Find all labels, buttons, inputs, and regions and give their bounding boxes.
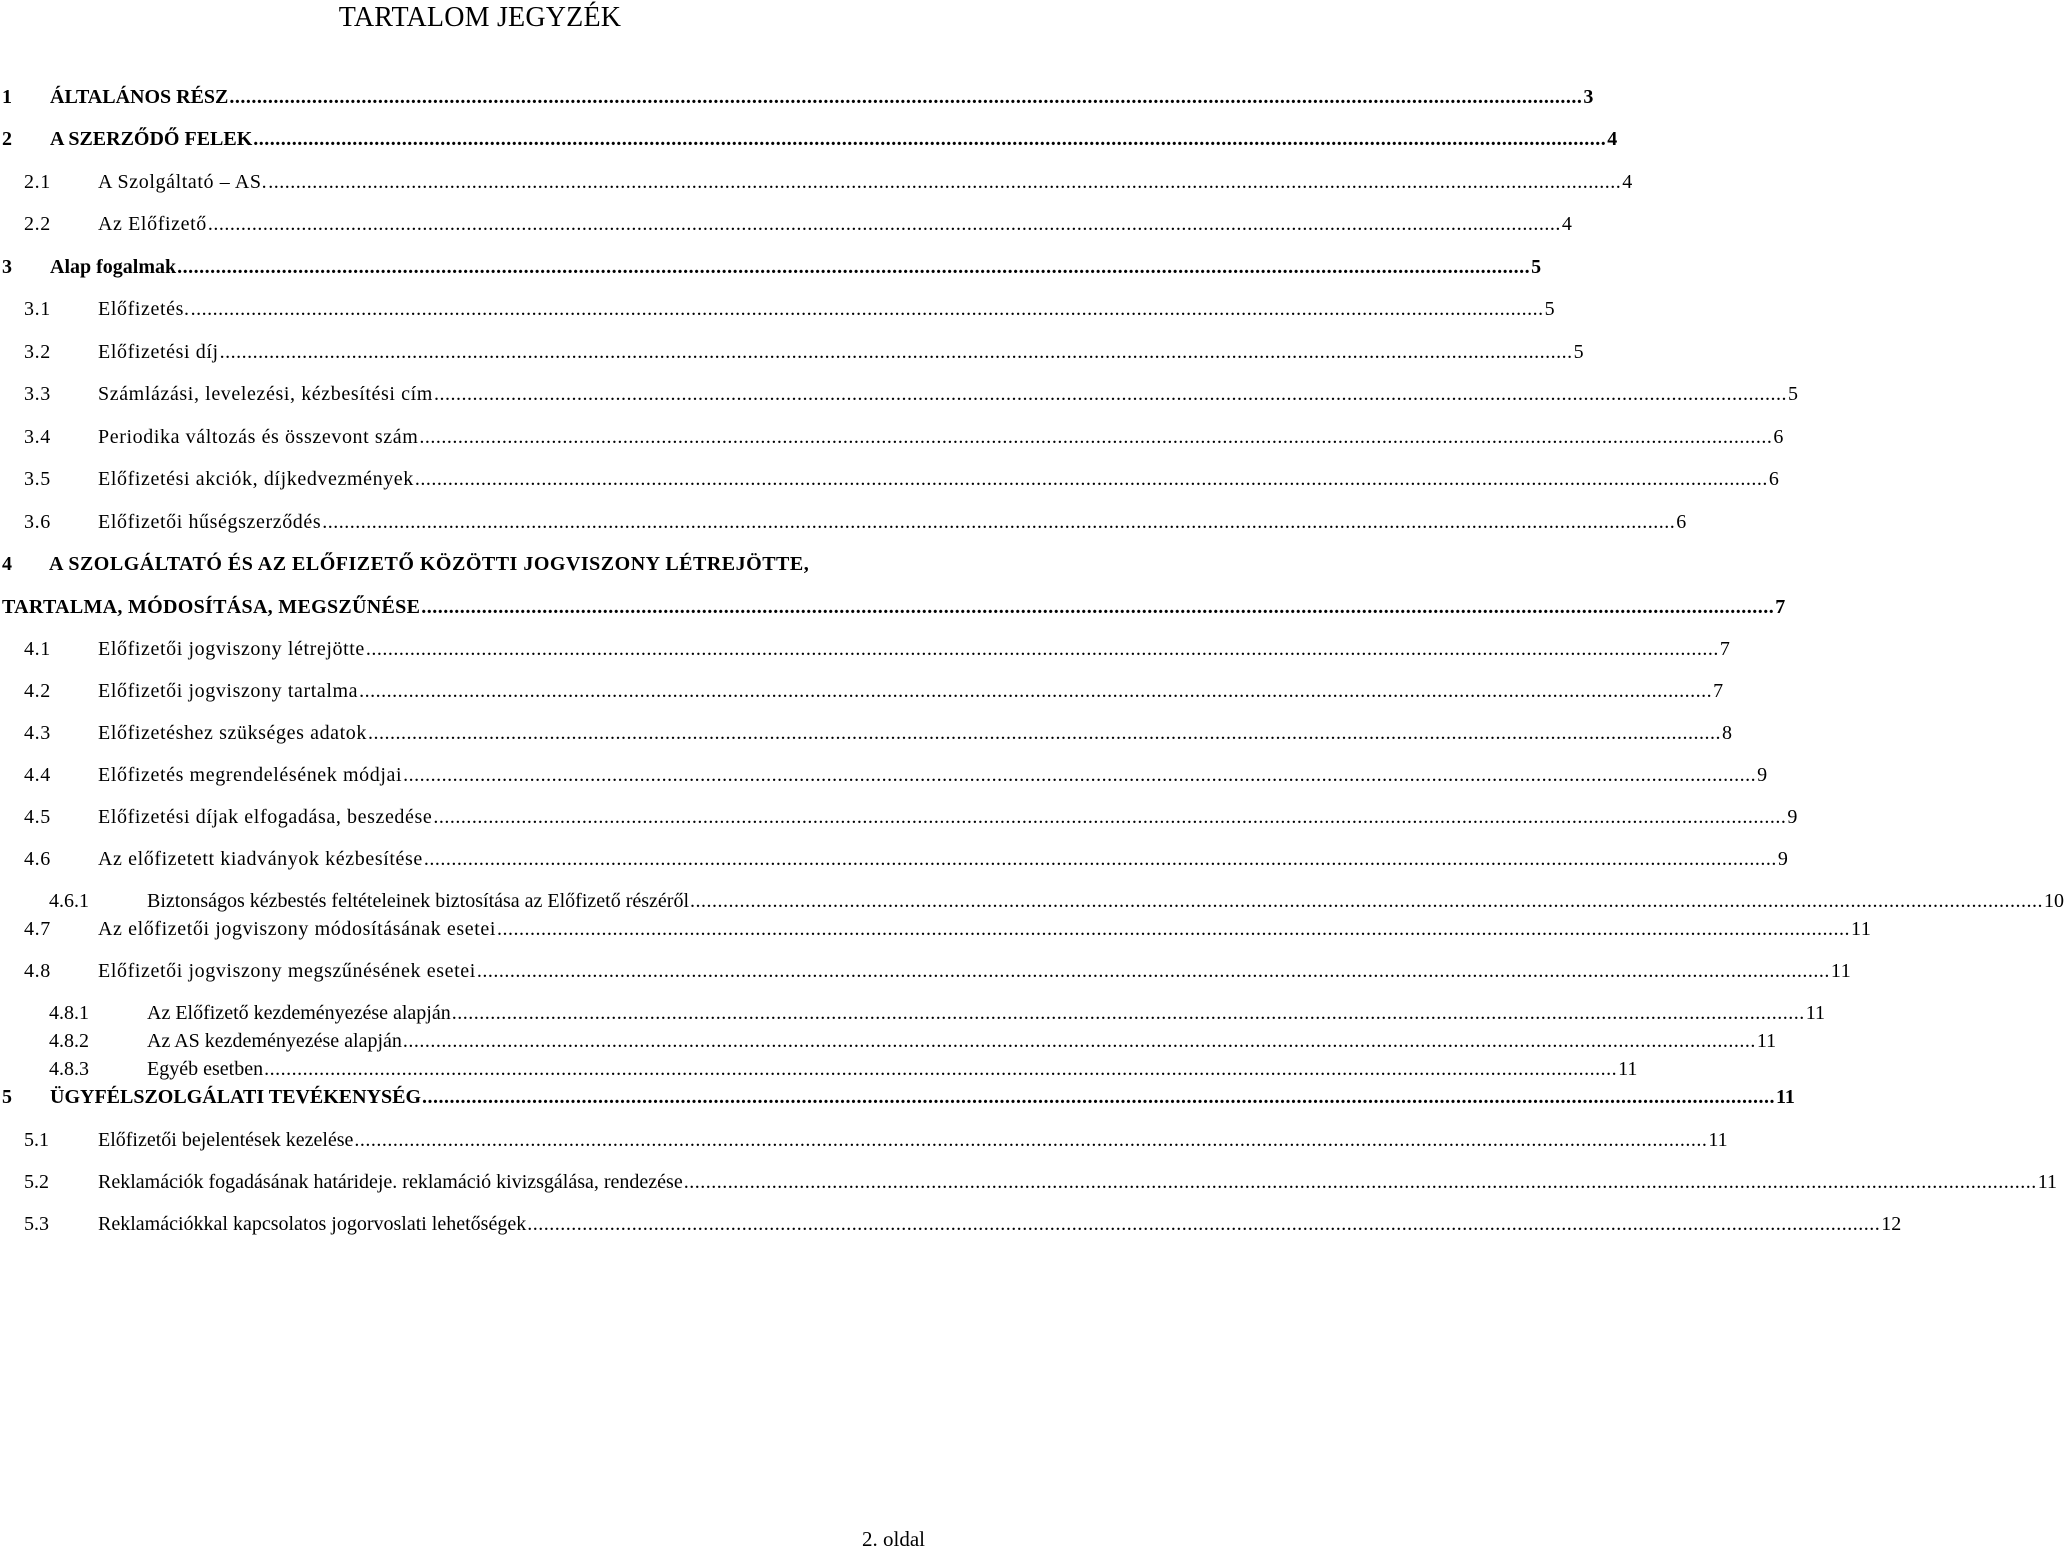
toc-title: Előfizetői bejelentések kezelése bbox=[98, 1129, 354, 1151]
toc-entry-3[interactable] bbox=[2, 254, 1542, 280]
toc-page-number: 11 bbox=[2037, 1171, 2057, 1193]
toc-leader-dots bbox=[177, 254, 1530, 280]
toc-leader-dots bbox=[366, 636, 1719, 662]
toc-page-number: 5 bbox=[1531, 256, 1542, 278]
toc-title: Előfizetői hűségszerződés bbox=[98, 511, 322, 533]
toc-leader-dots bbox=[208, 211, 1561, 237]
toc-title: Előfizetési díjak elfogadása, beszedése bbox=[98, 806, 433, 828]
toc-leader-dots bbox=[191, 296, 1544, 322]
toc-leader-dots bbox=[264, 1056, 1617, 1082]
toc-page-number: 8 bbox=[1722, 722, 1733, 744]
toc-entry-3-4[interactable] bbox=[24, 424, 1785, 450]
toc-leader-dots bbox=[403, 1028, 1756, 1054]
toc-title: Előfizetéshez szükséges adatok bbox=[98, 722, 368, 744]
toc-page-number: 10 bbox=[2044, 890, 2064, 912]
toc-title: ÜGYFÉLSZOLGÁLATI TEVÉKENYSÉG bbox=[50, 1086, 422, 1108]
toc-number: 2.1 bbox=[24, 171, 51, 193]
toc-entry-4-3[interactable] bbox=[24, 720, 1733, 746]
toc-leader-dots bbox=[322, 509, 1675, 535]
toc-title: Előfizetési díj bbox=[98, 341, 219, 363]
toc-title: Az előfizetői jogviszony módosításának esetei bbox=[98, 918, 497, 940]
toc-number: 4.8.3 bbox=[49, 1058, 89, 1080]
toc-leader-dots bbox=[421, 594, 1774, 620]
toc-entry-5[interactable] bbox=[2, 1084, 1795, 1110]
toc-leader-dots bbox=[368, 720, 1721, 746]
toc-entry-1[interactable] bbox=[2, 84, 1594, 110]
toc-leader-dots bbox=[354, 1127, 1707, 1153]
toc-leader-dots bbox=[527, 1211, 1880, 1237]
toc-entry-4-2[interactable] bbox=[24, 678, 1724, 704]
toc-leader-dots bbox=[434, 381, 1787, 407]
toc-number: 3.3 bbox=[24, 383, 51, 405]
toc-number: 4.8.1 bbox=[49, 1002, 89, 1024]
toc-number: 4 bbox=[2, 553, 13, 575]
toc-number: 5.3 bbox=[24, 1213, 49, 1235]
toc-entry-4-8-2[interactable] bbox=[49, 1028, 1777, 1054]
toc-entry-3-1[interactable] bbox=[24, 296, 1556, 322]
toc-title: Reklamációk fogadásának határideje. reklamáció kivizsgálása, rendezése bbox=[98, 1171, 683, 1193]
toc-page-number: 11 bbox=[1805, 1002, 1825, 1024]
toc-page-number: 4 bbox=[1622, 171, 1633, 193]
toc-leader-dots bbox=[422, 1084, 1775, 1110]
toc-entry-5-1[interactable] bbox=[24, 1127, 1728, 1153]
toc-number: 3.5 bbox=[24, 468, 51, 490]
toc-leader-dots bbox=[359, 678, 1712, 704]
toc-title: Az előfizetett kiadványok kézbesítése bbox=[98, 848, 423, 870]
toc-page-number: 6 bbox=[1773, 426, 1785, 448]
toc-number: 4.4 bbox=[24, 764, 51, 786]
toc-title: A SZOLGÁLTATÓ ÉS AZ ELŐFIZETŐ KÖZÖTTI JOGVISZONY LÉTREJÖTTE, bbox=[49, 553, 810, 575]
toc-page-number: 3 bbox=[1583, 86, 1594, 108]
toc-page-number: 11 bbox=[1776, 1086, 1795, 1108]
toc-page-number: 12 bbox=[1881, 1213, 1902, 1235]
toc-title: A SZERZŐDŐ FELEK bbox=[50, 128, 253, 150]
toc-page-number: 11 bbox=[1756, 1030, 1777, 1052]
toc-entry-3-5[interactable] bbox=[24, 466, 1780, 492]
toc-title: Reklamációkkal kapcsolatos jogorvoslati lehetőségek bbox=[98, 1213, 527, 1235]
toc-title: ÁLTALÁNOS RÉSZ bbox=[50, 86, 229, 108]
toc-title: TARTALMA, MÓDOSÍTÁSA, MEGSZŰNÉSE bbox=[2, 596, 421, 618]
toc-number: 4.7 bbox=[24, 918, 51, 940]
toc-entry-2-1[interactable] bbox=[24, 169, 1633, 195]
page-title: TARTALOM JEGYZÉK bbox=[338, 2, 622, 33]
toc-title: Biztonságos kézbestés feltételeinek biztosítása az Előfizető részéről bbox=[147, 890, 690, 912]
toc-title: Előfizetési akciók, díjkedvezmények bbox=[98, 468, 414, 490]
toc-entry-3-2[interactable] bbox=[24, 339, 1585, 365]
toc-leader-dots bbox=[229, 84, 1582, 110]
toc-entry-5-2[interactable] bbox=[24, 1169, 2057, 1195]
toc-entry-2-2[interactable] bbox=[24, 211, 1573, 237]
toc-number: 5 bbox=[2, 1086, 12, 1108]
toc-entry-4-6-1[interactable] bbox=[49, 888, 2064, 914]
toc-number: 5.1 bbox=[24, 1129, 49, 1151]
toc-leader-dots bbox=[433, 804, 1786, 830]
toc-number: 2 bbox=[2, 128, 12, 150]
toc-number: 2.2 bbox=[24, 213, 51, 235]
toc-entry-3-6[interactable] bbox=[24, 509, 1687, 535]
toc-number: 3 bbox=[2, 256, 12, 278]
toc-number: 3.6 bbox=[24, 511, 51, 533]
toc-page-number: 4 bbox=[1607, 128, 1618, 150]
toc-page-number: 6 bbox=[1768, 468, 1780, 490]
toc-title: A Szolgáltató – AS. bbox=[98, 171, 268, 193]
toc-page-number: 7 bbox=[1775, 596, 1786, 618]
toc-entry-3-3[interactable] bbox=[24, 381, 1799, 407]
toc-title: Alap fogalmak bbox=[50, 256, 177, 278]
toc-page-number: 5 bbox=[1544, 298, 1556, 320]
toc-title: Előfizetői jogviszony létrejötte bbox=[98, 638, 365, 660]
toc-leader-dots bbox=[419, 424, 1772, 450]
toc-number: 4.1 bbox=[24, 638, 51, 660]
toc-entry-4-8-3[interactable] bbox=[49, 1056, 1638, 1082]
toc-number: 4.3 bbox=[24, 722, 51, 744]
page-footer: 2. oldal bbox=[862, 1527, 925, 1551]
toc-page-number: 9 bbox=[1777, 848, 1789, 870]
toc-number: 4.8.2 bbox=[49, 1030, 89, 1052]
toc-title: Előfizetés megrendelésének módjai bbox=[98, 764, 403, 786]
toc-leader-dots bbox=[220, 339, 1573, 365]
toc-page-number: 9 bbox=[1757, 764, 1768, 786]
toc-title: Az Előfizető bbox=[98, 213, 207, 235]
toc-page-number: 7 bbox=[1713, 680, 1724, 702]
toc-entry-4-8-1[interactable] bbox=[49, 1000, 1825, 1026]
toc-number: 5.2 bbox=[24, 1171, 49, 1193]
toc-number: 1 bbox=[2, 86, 12, 108]
toc-leader-dots bbox=[424, 846, 1777, 872]
toc-number: 4.6.1 bbox=[49, 890, 89, 912]
toc-title: Számlázási, levelezési, kézbesítési cím bbox=[98, 383, 433, 405]
toc-number: 3.2 bbox=[24, 341, 51, 363]
toc-number: 3.4 bbox=[24, 426, 51, 448]
toc-title: Egyéb esetben bbox=[147, 1058, 264, 1080]
toc-entry-4-8[interactable] bbox=[24, 958, 1852, 984]
toc-entry-4-line2[interactable] bbox=[2, 594, 1786, 620]
toc-page-number: 11 bbox=[1708, 1129, 1728, 1151]
toc-title: Előfizetői jogviszony megszűnésének esetei bbox=[98, 960, 476, 982]
toc-entry-4-6[interactable] bbox=[24, 846, 1789, 872]
toc-entry-4-4[interactable] bbox=[24, 762, 1768, 788]
toc-title: Az Előfizető kezdeményezése alapján bbox=[147, 1002, 451, 1024]
toc-number: 3.1 bbox=[24, 298, 51, 320]
toc-entry-4-1[interactable] bbox=[24, 636, 1731, 662]
toc-entry-4-5[interactable] bbox=[24, 804, 1798, 830]
toc-page-number: 6 bbox=[1676, 511, 1687, 533]
toc-leader-dots bbox=[415, 466, 1768, 492]
toc-page-number: 5 bbox=[1787, 383, 1799, 405]
toc-title: Az AS kezdeményezése alapján bbox=[147, 1030, 402, 1052]
toc-leader-dots bbox=[477, 958, 1830, 984]
toc-leader-dots bbox=[452, 1000, 1805, 1026]
toc-entry-5-3[interactable] bbox=[24, 1211, 1902, 1237]
toc-leader-dots bbox=[690, 888, 2043, 914]
toc-title: Periodika változás és összevont szám bbox=[98, 426, 419, 448]
toc-page-number: 5 bbox=[1573, 341, 1585, 363]
toc-number: 4.8 bbox=[24, 960, 51, 982]
toc-page-number: 7 bbox=[1719, 638, 1731, 660]
toc-entry-2[interactable] bbox=[2, 126, 1618, 152]
toc-leader-dots bbox=[684, 1169, 2037, 1195]
toc-page-number: 11 bbox=[1830, 960, 1852, 982]
toc-title: Előfizetői jogviszony tartalma bbox=[98, 680, 359, 702]
toc-entry-4-7[interactable] bbox=[24, 916, 1872, 942]
toc-leader-dots bbox=[253, 126, 1606, 152]
toc-number: 4.2 bbox=[24, 680, 51, 702]
toc-page-number: 4 bbox=[1561, 213, 1573, 235]
toc-leader-dots bbox=[497, 916, 1850, 942]
toc-entry-4-line1[interactable] bbox=[2, 551, 809, 577]
toc-page-number: 11 bbox=[1618, 1058, 1638, 1080]
toc-title: Előfizetés. bbox=[98, 298, 190, 320]
toc-page-number: 11 bbox=[1851, 918, 1872, 940]
toc-page-number: 9 bbox=[1787, 806, 1798, 828]
toc-number: 4.6 bbox=[24, 848, 51, 870]
toc-number: 4.5 bbox=[24, 806, 51, 828]
toc-leader-dots bbox=[403, 762, 1756, 788]
toc-leader-dots bbox=[268, 169, 1621, 195]
